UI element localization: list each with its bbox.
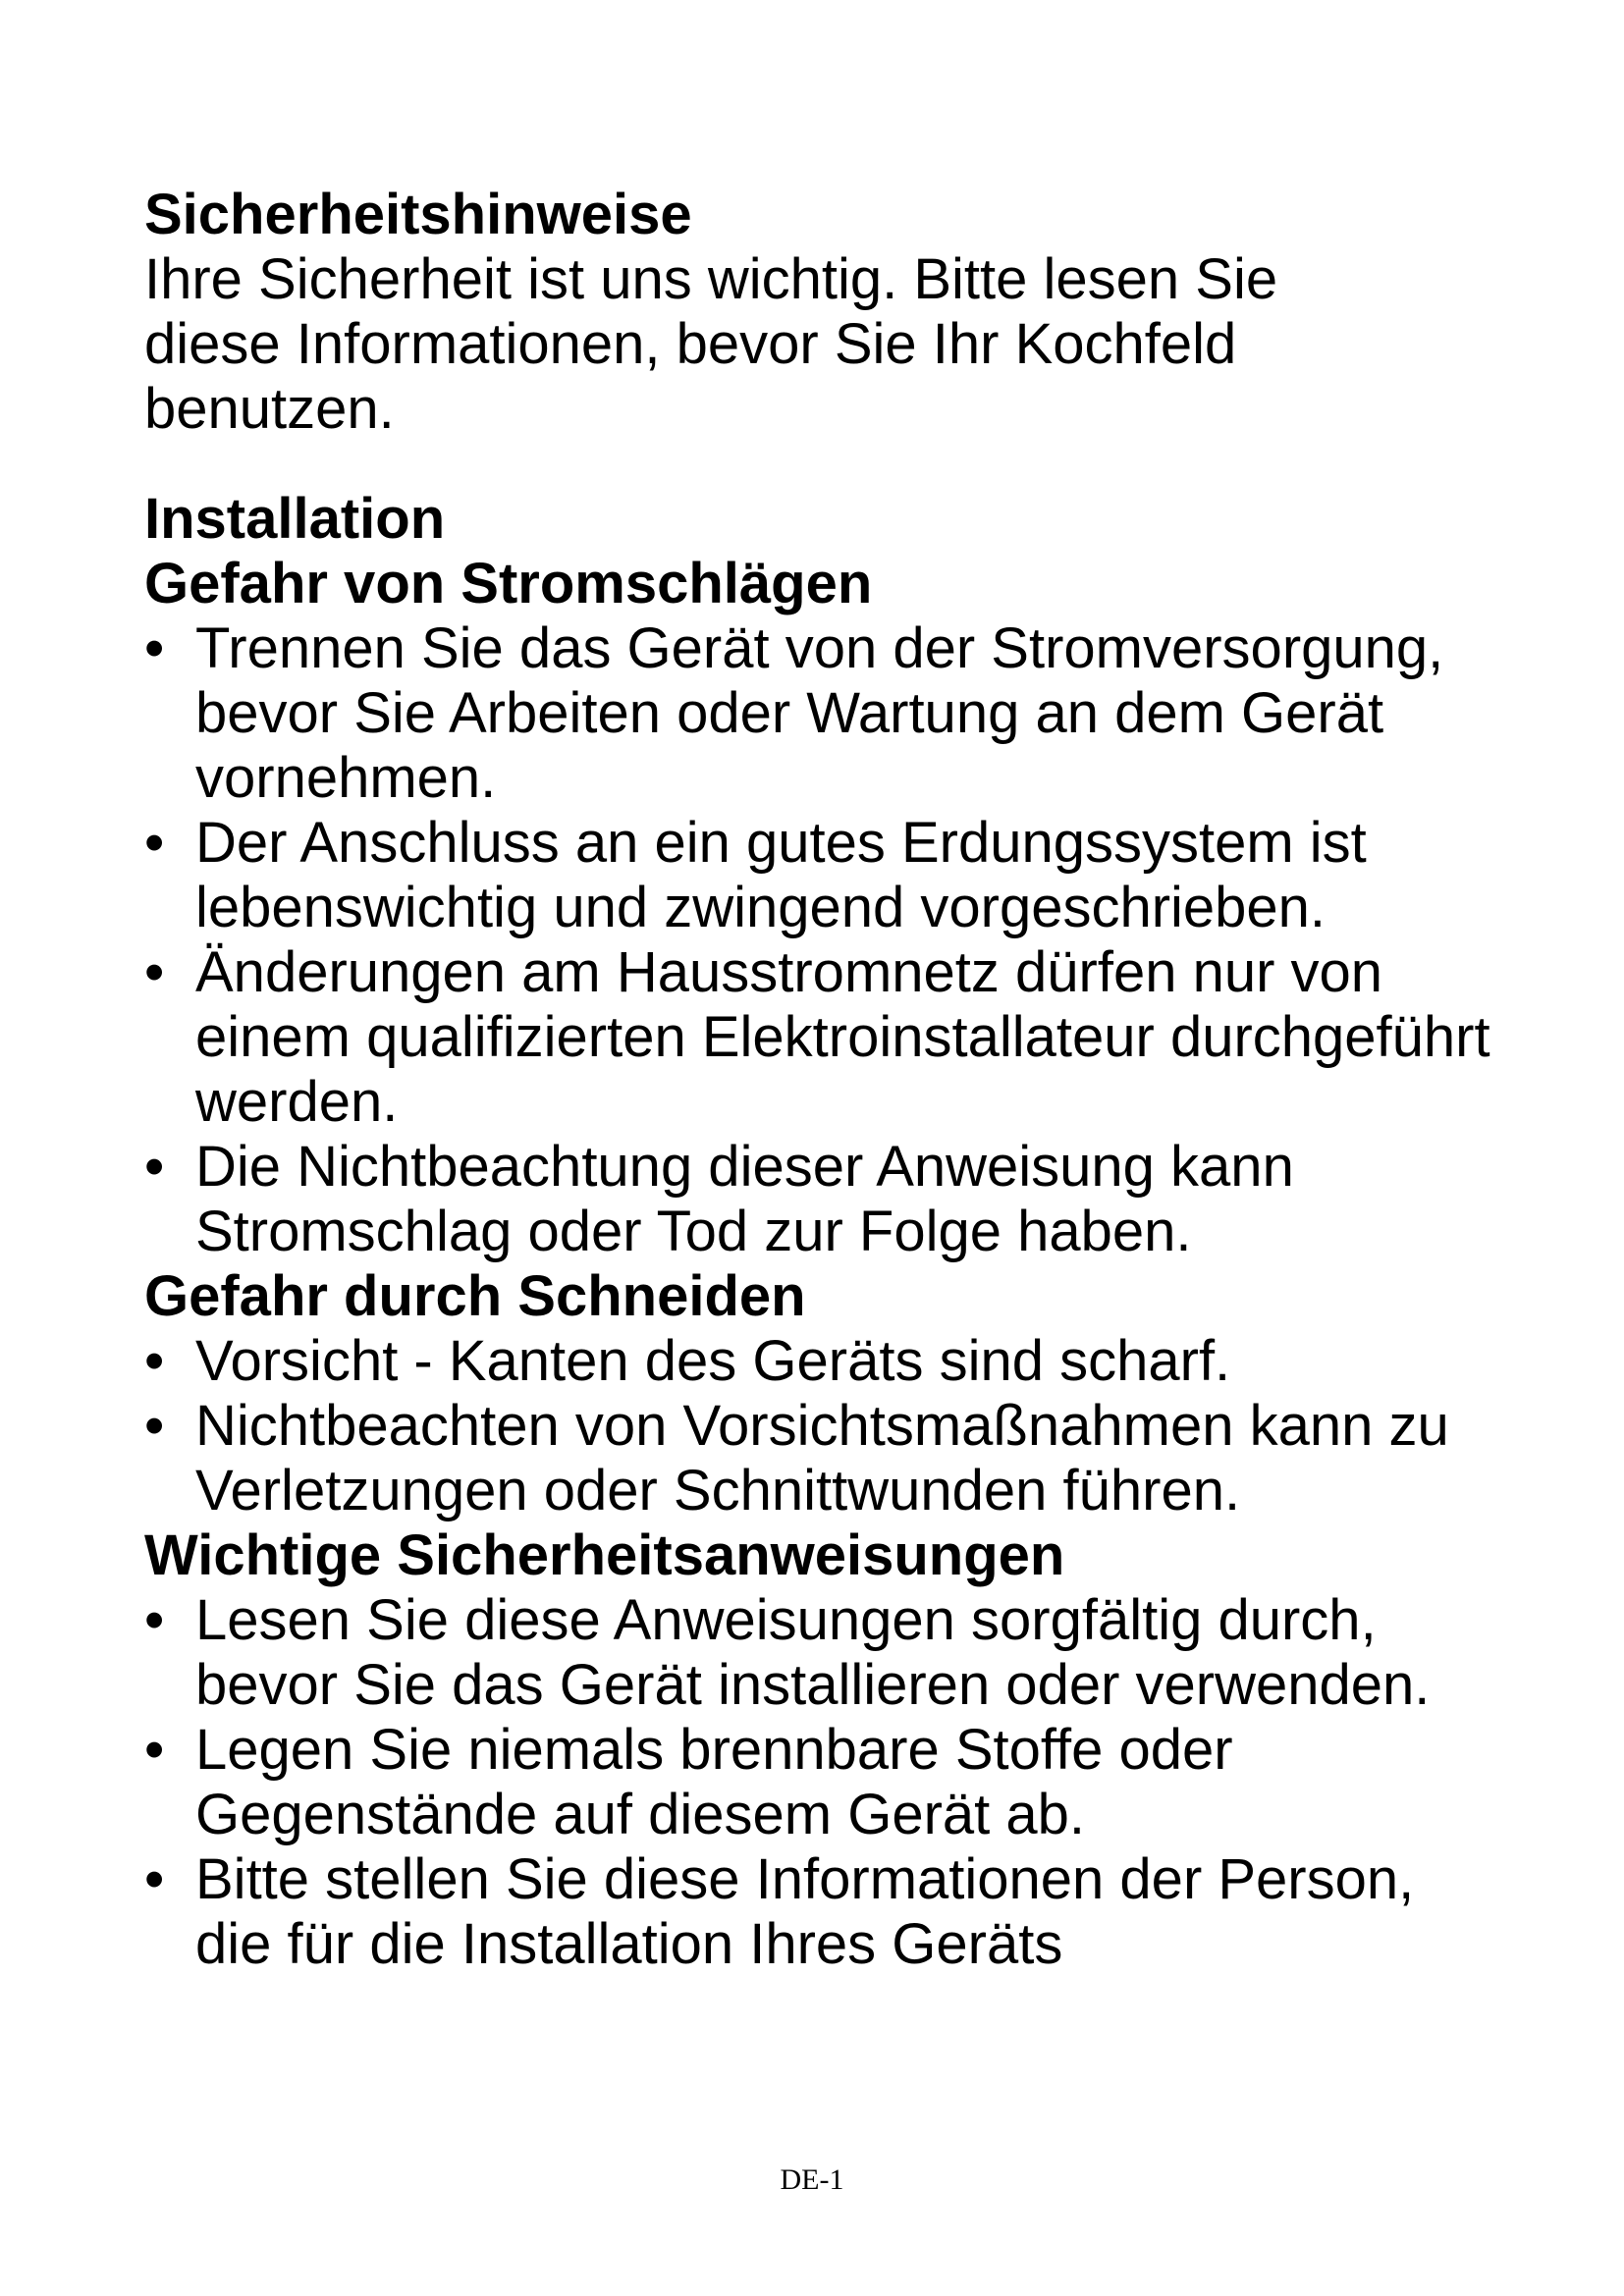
list-item: [144, 1135, 1501, 1264]
bullet-icon: •: [144, 1329, 165, 1393]
important-safety-heading: Wichtige Sicherheitsanweisungen: [144, 1523, 1065, 1587]
list-item-text: Lesen Sie diese Anweisungen sorgfältig durch, bevor Sie das Gerät installieren oder verwenden.: [195, 1588, 1431, 1717]
bullet-icon: •: [144, 616, 165, 680]
bullet-icon: •: [144, 1135, 165, 1199]
electric-shock-list: [144, 616, 1519, 1264]
list-item-text: Bitte stellen Sie diese Informationen der Person, die für die Installation Ihres Geräts: [195, 1847, 1415, 1976]
list-item-text: Legen Sie niemals brennbare Stoffe oder Gegenstände auf diesem Gerät ab.: [195, 1718, 1233, 1846]
list-item: [144, 616, 1501, 811]
bullet-icon: •: [144, 940, 165, 1004]
electric-shock-heading: Gefahr von Stromschlägen: [144, 552, 873, 615]
list-item: [144, 811, 1501, 940]
list-item: [144, 1329, 1501, 1394]
cutting-hazard-list: [144, 1329, 1519, 1523]
page-number: DE-1: [780, 2163, 844, 2196]
important-safety-list: [144, 1588, 1519, 1977]
bullet-icon: •: [144, 1718, 165, 1782]
list-item: [144, 1718, 1501, 1847]
bullet-icon: •: [144, 1847, 165, 1911]
cutting-hazard-heading: Gefahr durch Schneiden: [144, 1264, 806, 1328]
list-item-text: Nichtbeachten von Vorsichtsmaßnahmen kann zu Verletzungen oder Schnittwunden führen.: [195, 1394, 1449, 1522]
intro-paragraph: Ihre Sicherheit ist uns wichtig. Bitte lesen Sie diese Informationen, bevor Sie Ihr Kochfeld benutzen.: [144, 247, 1278, 441]
list-item: [144, 1394, 1501, 1523]
installation-heading: Installation: [144, 487, 446, 551]
list-item-text: Der Anschluss an ein gutes Erdungssystem ist lebenswichtig und zwingend vorgeschrieben.: [195, 811, 1367, 939]
list-item: [144, 1847, 1501, 1977]
list-item-text: Trennen Sie das Gerät von der Stromversorgung, bevor Sie Arbeiten oder Wartung an dem Gerät vornehmen.: [195, 616, 1444, 810]
document-body: [144, 183, 1519, 1977]
section-spacer: [144, 442, 1519, 487]
bullet-icon: •: [144, 1394, 165, 1458]
bullet-icon: •: [144, 811, 165, 875]
safety-heading: Sicherheitshinweise: [144, 183, 692, 246]
list-item: [144, 1588, 1501, 1718]
bullet-icon: •: [144, 1588, 165, 1652]
list-item-text: Die Nichtbeachtung dieser Anweisung kann Stromschlag oder Tod zur Folge haben.: [195, 1135, 1294, 1263]
list-item-text: Änderungen am Hausstromnetz dürfen nur von einem qualifizierten Elektroinstallateur durchgeführt werden.: [195, 940, 1490, 1134]
list-item-text: Vorsicht - Kanten des Geräts sind scharf.: [195, 1329, 1231, 1393]
list-item: [144, 940, 1501, 1135]
